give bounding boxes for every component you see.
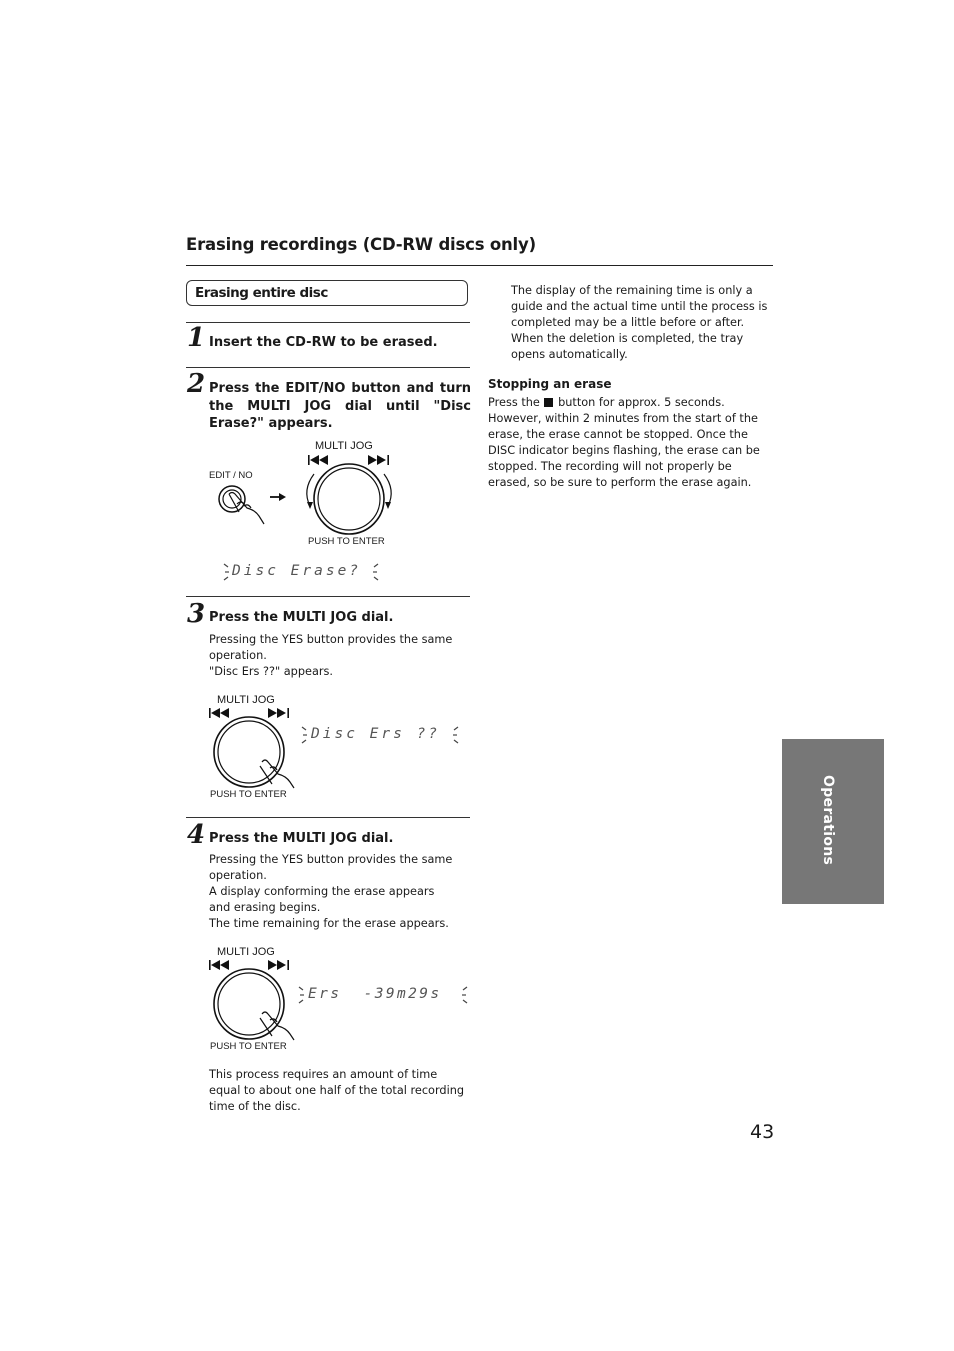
step-number: 4 (187, 820, 206, 850)
lcd-flash-right-icon (452, 726, 460, 744)
push-to-enter-label: PUSH TO ENTER (210, 1041, 287, 1052)
stopping-text-after-icon: button for approx. 5 seconds. (558, 396, 725, 409)
step-footnote: This process requires an amount of time equal to about one half of the total recording time of the disc. (209, 1068, 465, 1113)
lcd-display: Disc Ers ?? (311, 726, 441, 742)
lcd-flash-left-icon (222, 563, 230, 581)
step-heading: Press the EDIT/NO button and turn the MULTI JOG dial until "Disc Erase?" appears. (209, 381, 471, 431)
subsection-box (186, 280, 468, 306)
lcd-flash-left-icon (297, 986, 305, 1004)
stop-square-icon (544, 398, 553, 407)
step-heading: Press the MULTI JOG dial. (209, 610, 394, 625)
step-divider (186, 596, 470, 597)
stopping-heading: Stopping an erase (488, 377, 612, 391)
step-divider (186, 322, 470, 323)
lcd-flash-right-icon (461, 986, 469, 1004)
step-body: The time remaining for the erase appears. (209, 917, 449, 930)
note-text: When the deletion is completed, the tray opens automatically. (511, 332, 744, 361)
multi-jog-dial-icon (300, 462, 400, 538)
page-number: 43 (750, 1121, 775, 1143)
step-divider (186, 367, 470, 368)
multi-jog-dial-icon (212, 968, 298, 1042)
push-to-enter-label: PUSH TO ENTER (210, 789, 287, 800)
stopping-text-start: Press the (488, 396, 540, 409)
push-to-enter-label: PUSH TO ENTER (308, 536, 385, 547)
step-body: Pressing the YES button provides the same operation. (209, 853, 453, 882)
note-text: The display of the remaining time is only a guide and the actual time until the process is completed may be a little before or after. (511, 284, 768, 329)
page-title: Erasing recordings (CD-RW discs only) (186, 235, 536, 254)
edit-no-button-icon (215, 482, 267, 528)
arrow-right-icon (270, 492, 286, 502)
step-body: A display conforming the erase appears and erasing begins. (209, 885, 435, 914)
step-body: Pressing the YES button provides the same operation. (209, 633, 453, 662)
stopping-text-rest: However, within 2 minutes from the start of the erase, the erase cannot be stopped. Once the DISC indicator begins flashing, the erase can be stopped. The recording will not properly be erased, so be sure to perform the erase again. (488, 412, 760, 489)
section-side-tab (782, 739, 884, 904)
side-tab-label: Operations (820, 775, 836, 866)
step-number: 1 (187, 323, 206, 353)
step-number: 2 (187, 369, 206, 399)
title-divider (186, 265, 773, 266)
step-divider (186, 817, 470, 818)
step-heading: Insert the CD-RW to be erased. (209, 335, 438, 350)
lcd-flash-right-icon (372, 563, 380, 581)
lcd-flash-left-icon (300, 726, 308, 744)
lcd-display: Ers -39m29s (308, 986, 442, 1002)
multi-jog-label: MULTI JOG (315, 440, 373, 452)
lcd-display: Disc Erase? (232, 563, 362, 579)
subsection-title: Erasing entire disc (195, 285, 328, 301)
multi-jog-dial-icon (212, 716, 298, 790)
step-body: "Disc Ers ??" appears. (209, 665, 334, 678)
multi-jog-label: MULTI JOG (217, 946, 275, 958)
multi-jog-label: MULTI JOG (217, 694, 275, 706)
stopping-text (488, 395, 774, 491)
edit-no-label: EDIT / NO (209, 470, 253, 481)
step-number: 3 (187, 599, 206, 629)
step-heading: Press the MULTI JOG dial. (209, 831, 394, 846)
